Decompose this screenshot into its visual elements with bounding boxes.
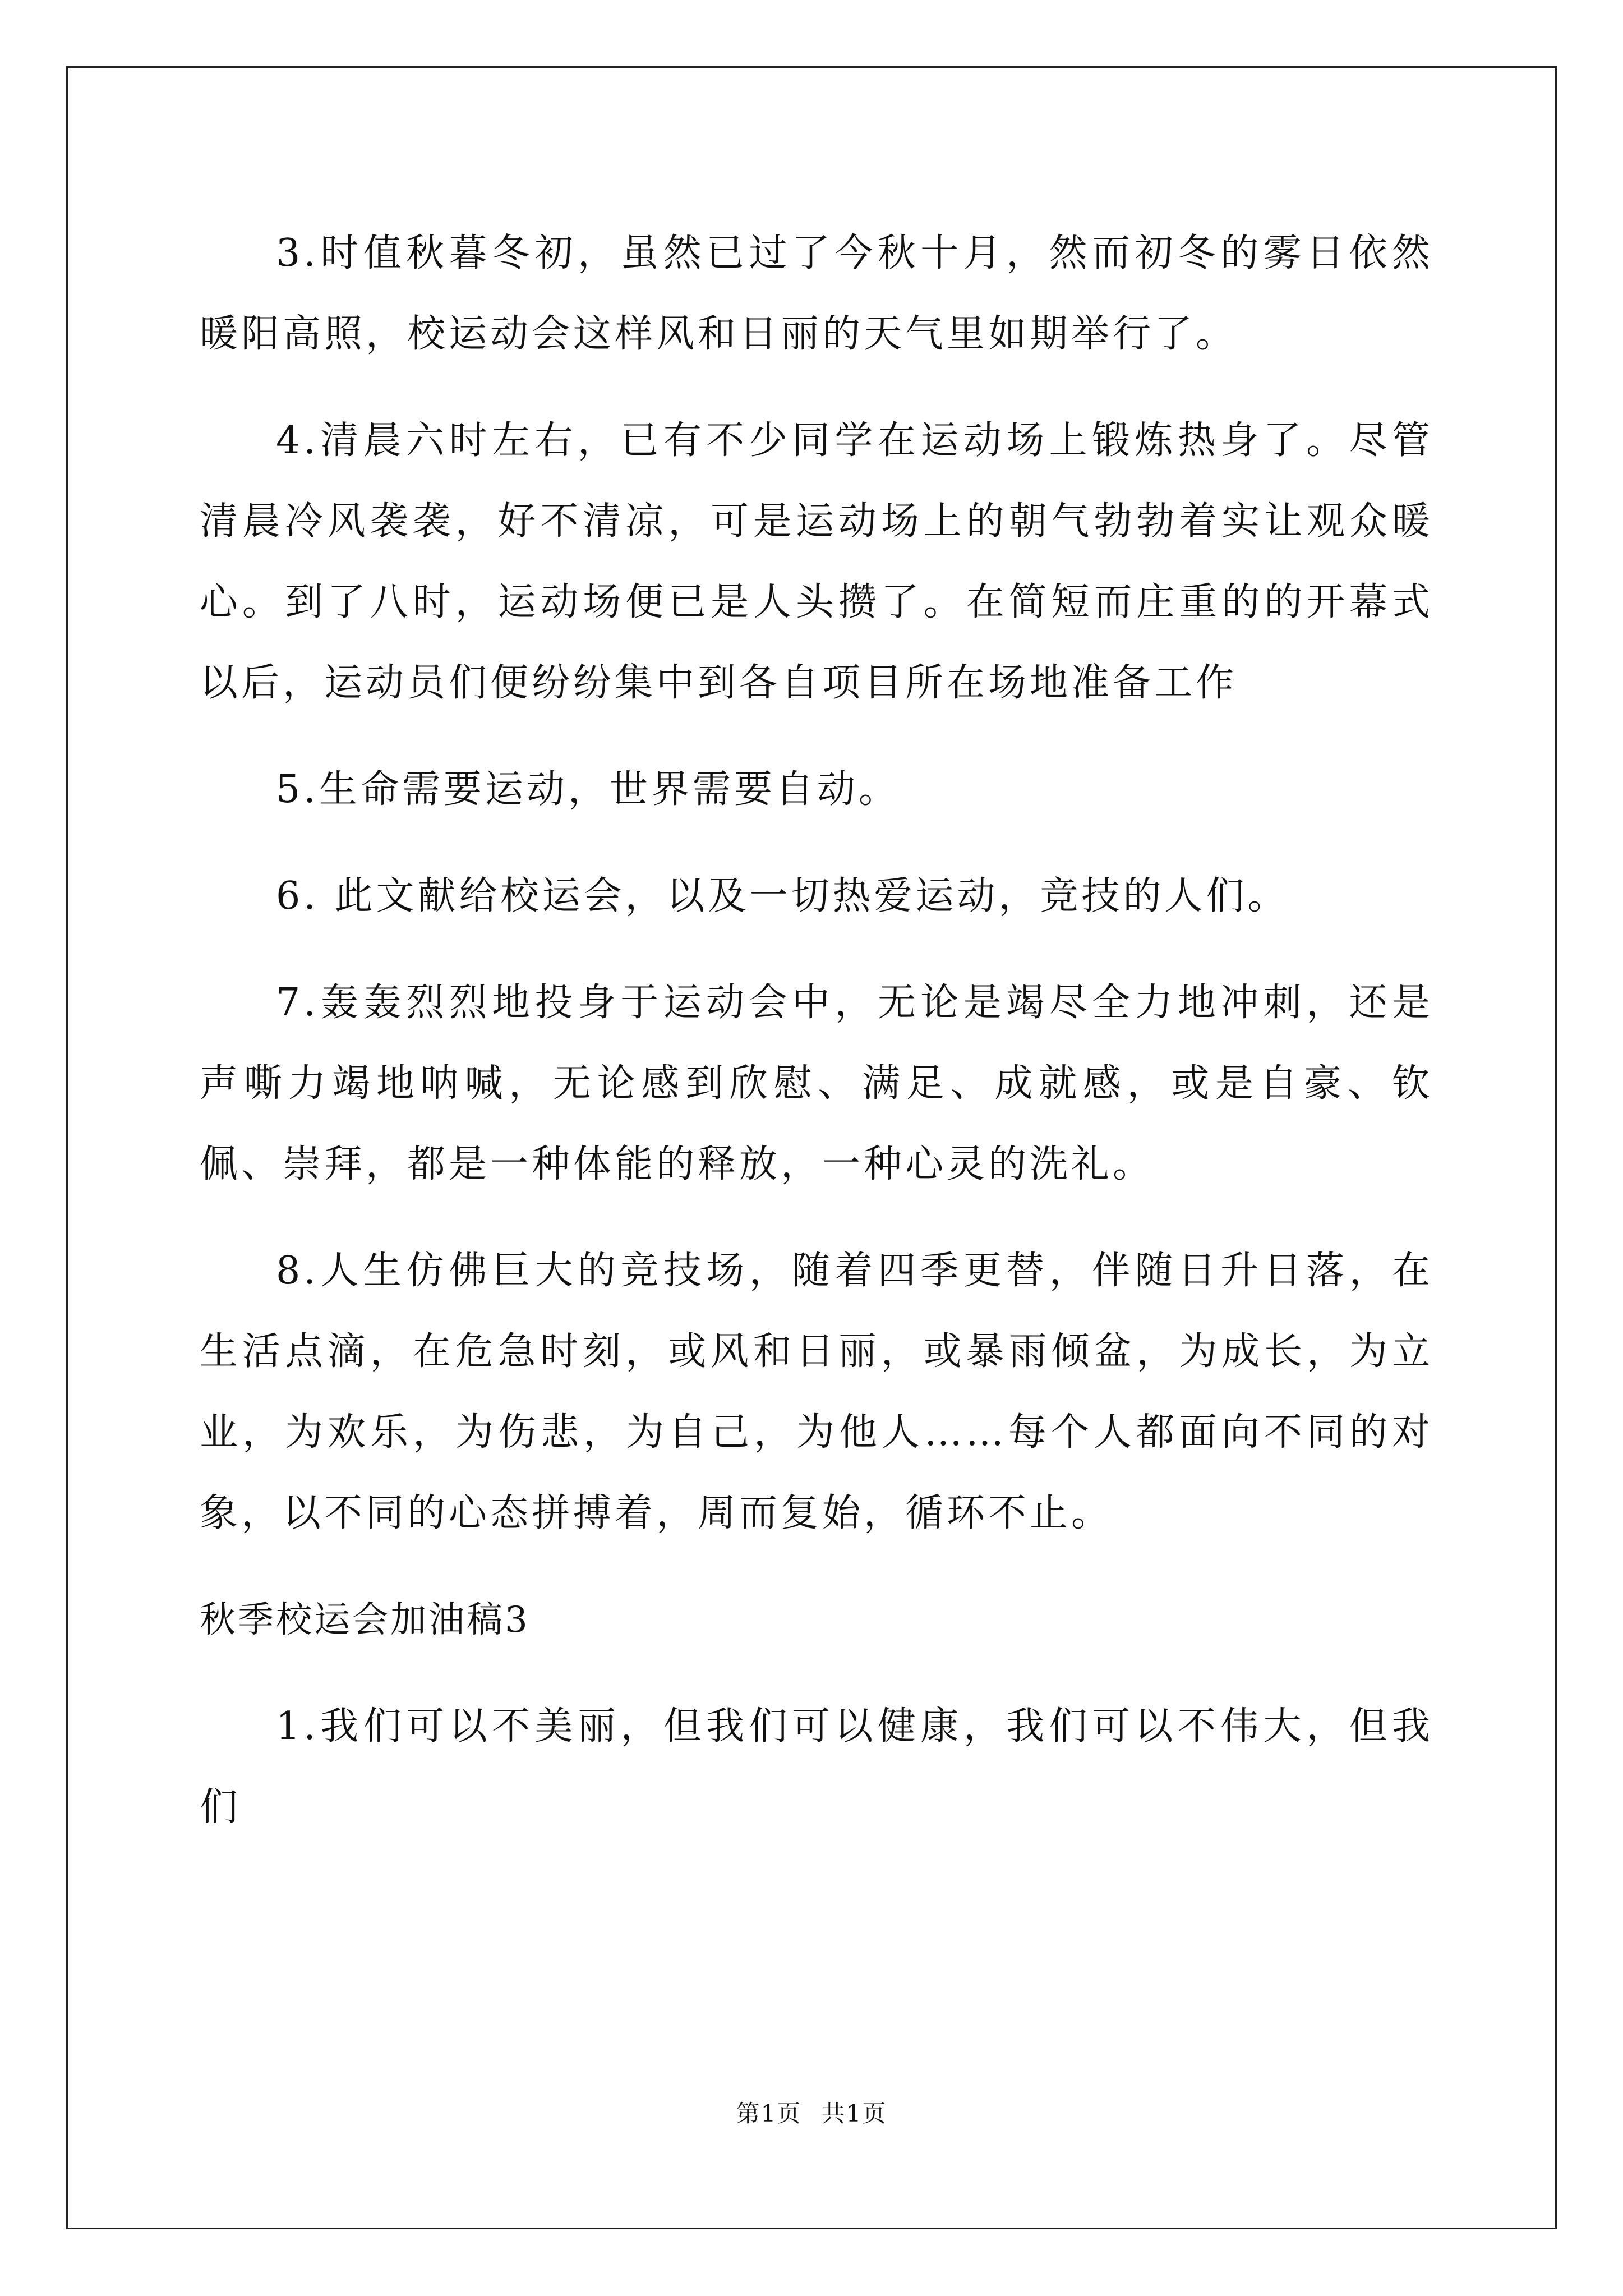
paragraph-4: 4.清晨六时左右，已有不少同学在运动场上锻炼热身了。尽管清晨冷风袭袭，好不清凉，可是运动场上的朝气勃勃着实让观众暖心。到了八时，运动场便已是人头攒了。在简短而庄重的的开幕式以后，运动员们便纷纷集中到各自项目所在场地准备工作 <box>200 418 1433 705</box>
document-body <box>200 213 1433 1874</box>
section-heading: 秋季校运会加油稿3 <box>200 1599 530 1641</box>
paragraph-6: 6. 此文献给校运会，以及一切热爱运动，竞技的人们。 <box>276 874 1289 918</box>
page-total: 共1页 <box>821 2100 887 2127</box>
paragraph-3: 3.时值秋暮冬初，虽然已过了今秋十月，然而初冬的雾日依然暖阳高照，校运动会这样风和日丽的天气里如期举行了。 <box>200 231 1433 356</box>
paragraph-5: 5.生命需要运动，世界需要自动。 <box>276 767 900 812</box>
paragraph-8: 8.人生仿佛巨大的竞技场，随着四季更替，伴随日升日落，在生活点滴，在危急时刻，或风和日丽，或暴雨倾盆，为成长，为立业，为欢乐，为伤悲，为自己，为他人……每个人都面向不同的对象，以不同的心态拼搏着，周而复始，循环不止。 <box>200 1249 1433 1535</box>
page-number: 第1页 <box>736 2100 802 2127</box>
paragraph-1: 1.我们可以不美丽，但我们可以健康，我们可以不伟大，但我们 <box>200 1704 1433 1829</box>
paragraph-7: 7.轰轰烈烈地投身于运动会中，无论是竭尽全力地冲刺，还是声嘶力竭地呐喊，无论感到欣慰、满足、成就感，或是自豪、钦佩、崇拜，都是一种体能的释放，一种心灵的洗礼。 <box>200 981 1433 1186</box>
page-footer <box>0 2095 1623 2129</box>
